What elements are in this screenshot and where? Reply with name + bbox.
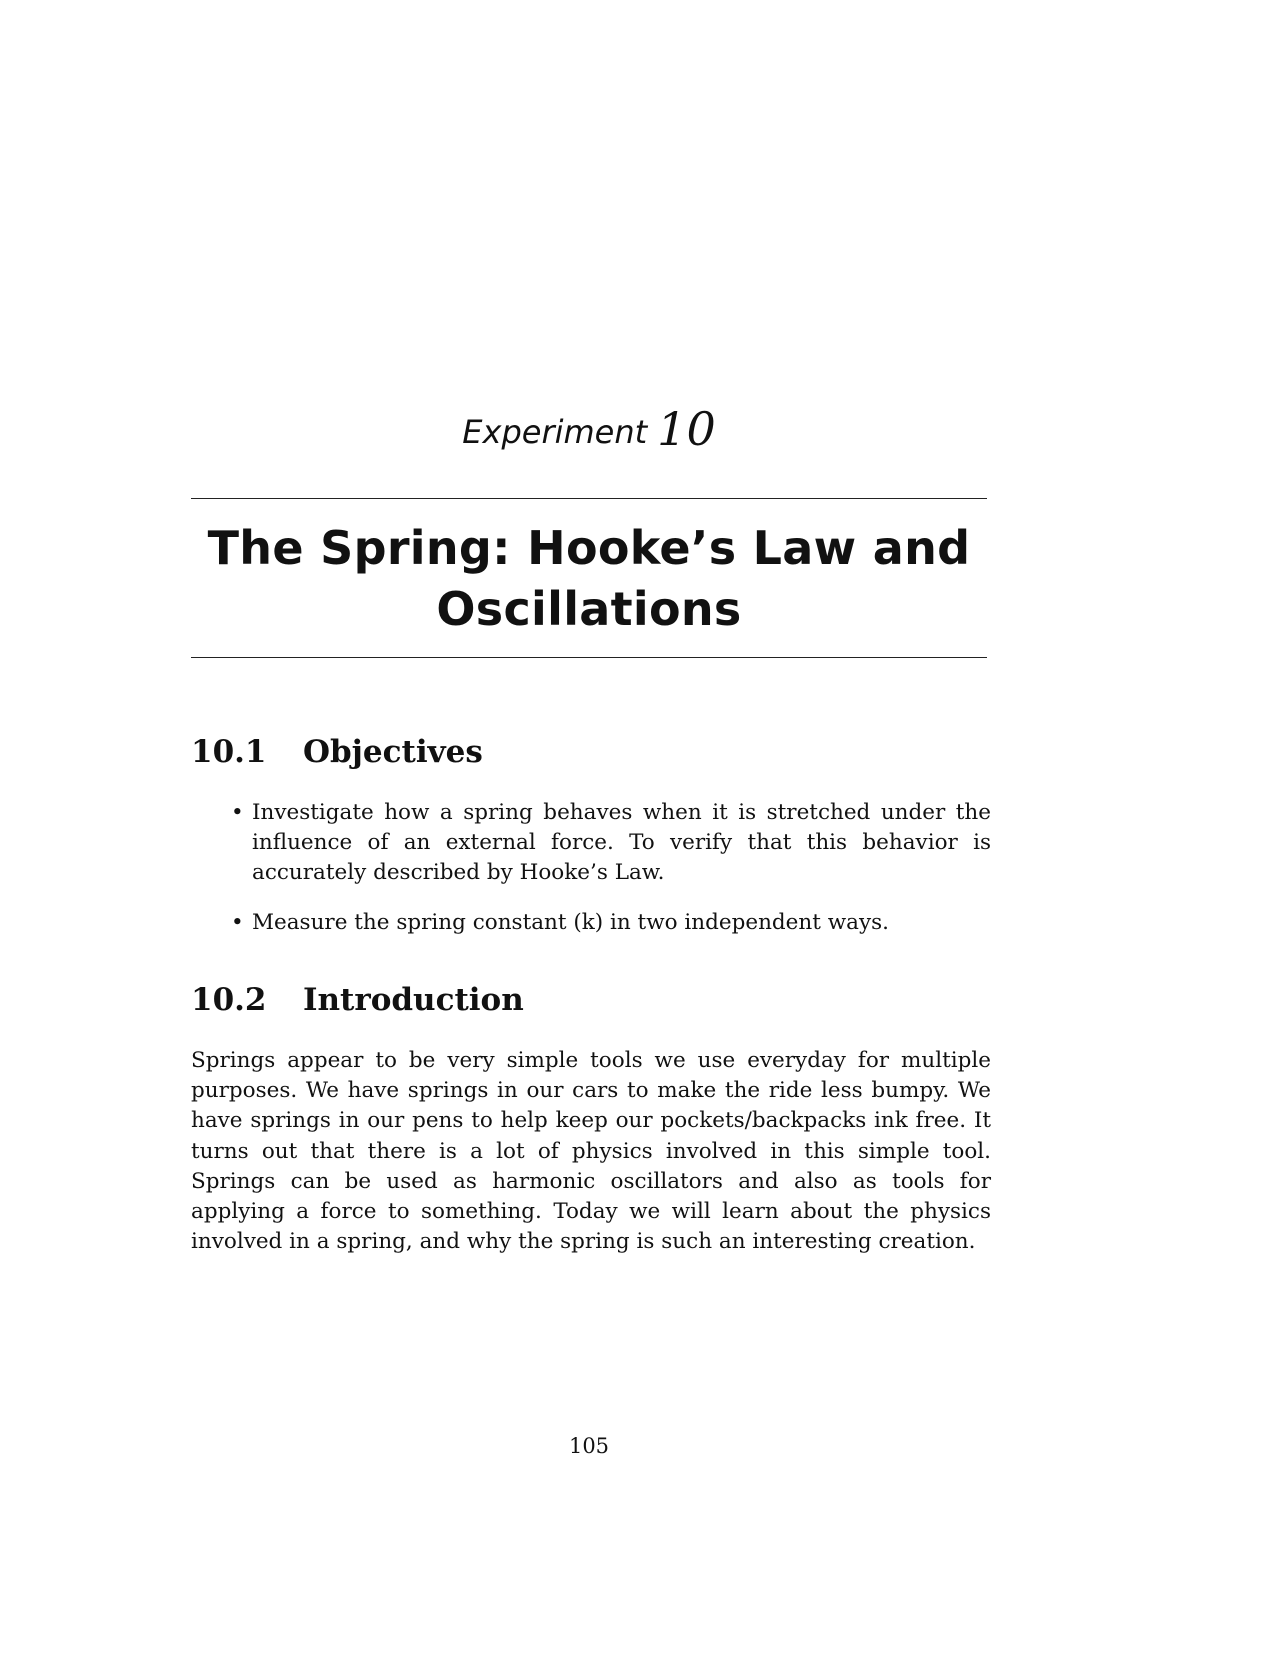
bullet-dot-icon: • (231, 800, 244, 825)
section-number: 10.1 (191, 734, 267, 770)
section-title: Introduction (303, 982, 524, 1018)
bullet-dot-icon: • (231, 910, 244, 935)
section-heading-objectives (191, 734, 483, 771)
introduction-paragraph: Springs appear to be very simple tools we use everyday for multiple purposes. We have springs in our cars to make the ride less bumpy. We have springs in our pens to help keep our pockets/backpacks ink free. It turns out that there is a lot of physics involved in this simple tool. Springs can be used as harmonic oscillators and also as tools for applying a force to something. Today we will learn about the physics involved in a spring, and why the spring is such an interesting creation. (191, 1048, 991, 1255)
list-item-text: Measure the spring constant (k) in two independent ways. (252, 910, 889, 935)
title-rule-top (191, 498, 987, 499)
chapter-number: 10 (657, 402, 716, 456)
section-heading-introduction (191, 982, 524, 1019)
section-title: Objectives (303, 734, 483, 770)
chapter-title: The Spring: Hooke’s Law and Oscillations (207, 521, 971, 636)
objectives-list (191, 798, 991, 958)
list-item (191, 798, 991, 888)
chapter-label-word: Experiment (462, 413, 648, 451)
list-item-text: Investigate how a spring behaves when it is stretched under the influence of an external force. To verify that this behavior is accurately described by Hooke’s Law. (252, 800, 991, 885)
page-number: 105 (568, 1434, 610, 1458)
list-item (191, 908, 991, 938)
chapter-label (191, 402, 987, 457)
section-number: 10.2 (191, 982, 267, 1018)
title-rule-bottom (191, 657, 987, 658)
